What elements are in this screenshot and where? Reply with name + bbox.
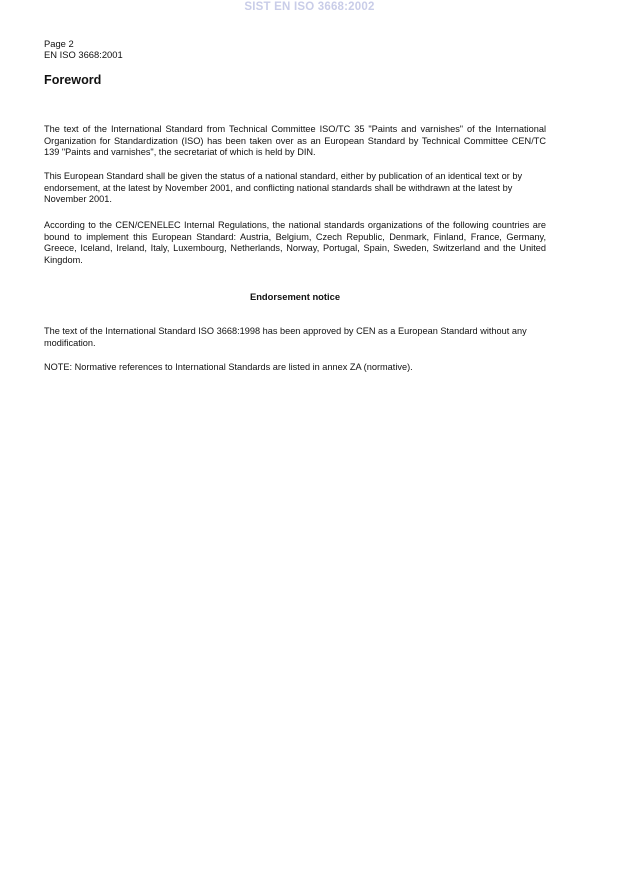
- foreword-paragraph-2: This European Standard shall be given the status of a national standard, either by publication of an identical text or by endorsement, at the latest by November 2001, and conflicting national standards shall be withdrawn at the latest by November 2001.: [44, 171, 523, 205]
- page-header: [44, 38, 546, 60]
- endorsement-note: NOTE: Normative references to International Standards are listed in annex ZA (normative).: [44, 362, 413, 372]
- watermark: SIST EN ISO 3668:2002: [244, 1, 375, 13]
- document-id: EN ISO 3668:2001: [44, 49, 123, 60]
- foreword-paragraph-1: The text of the International Standard from Technical Committee ISO/TC 35 "Paints and varnishes" of the International Organization for Standardization (ISO) has been taken over as an European Standard by Technical Committee CEN/TC 139 "Paints and varnishes", the secretariat of which is held by DIN.: [44, 124, 546, 158]
- page-number: Page 2: [44, 38, 74, 49]
- endorsement-text: The text of the International Standard ISO 3668:1998 has been approved by CEN as a European Standard without any modification.: [44, 326, 527, 348]
- section-title: Foreword: [44, 73, 102, 87]
- foreword-paragraph-3: According to the CEN/CENELEC Internal Regulations, the national standards organizations of the following countries are bound to implement this European Standard: Austria, Belgium, Czech Republic, Denmark, Finland, France, Germany, Greece, Iceland, Ireland, Italy, Luxembourg, Netherlands, Norway, Portugal, Spain, Sweden, Switzerland and the United Kingdom.: [44, 220, 546, 265]
- endorsement-heading: Endorsement notice: [249, 291, 341, 302]
